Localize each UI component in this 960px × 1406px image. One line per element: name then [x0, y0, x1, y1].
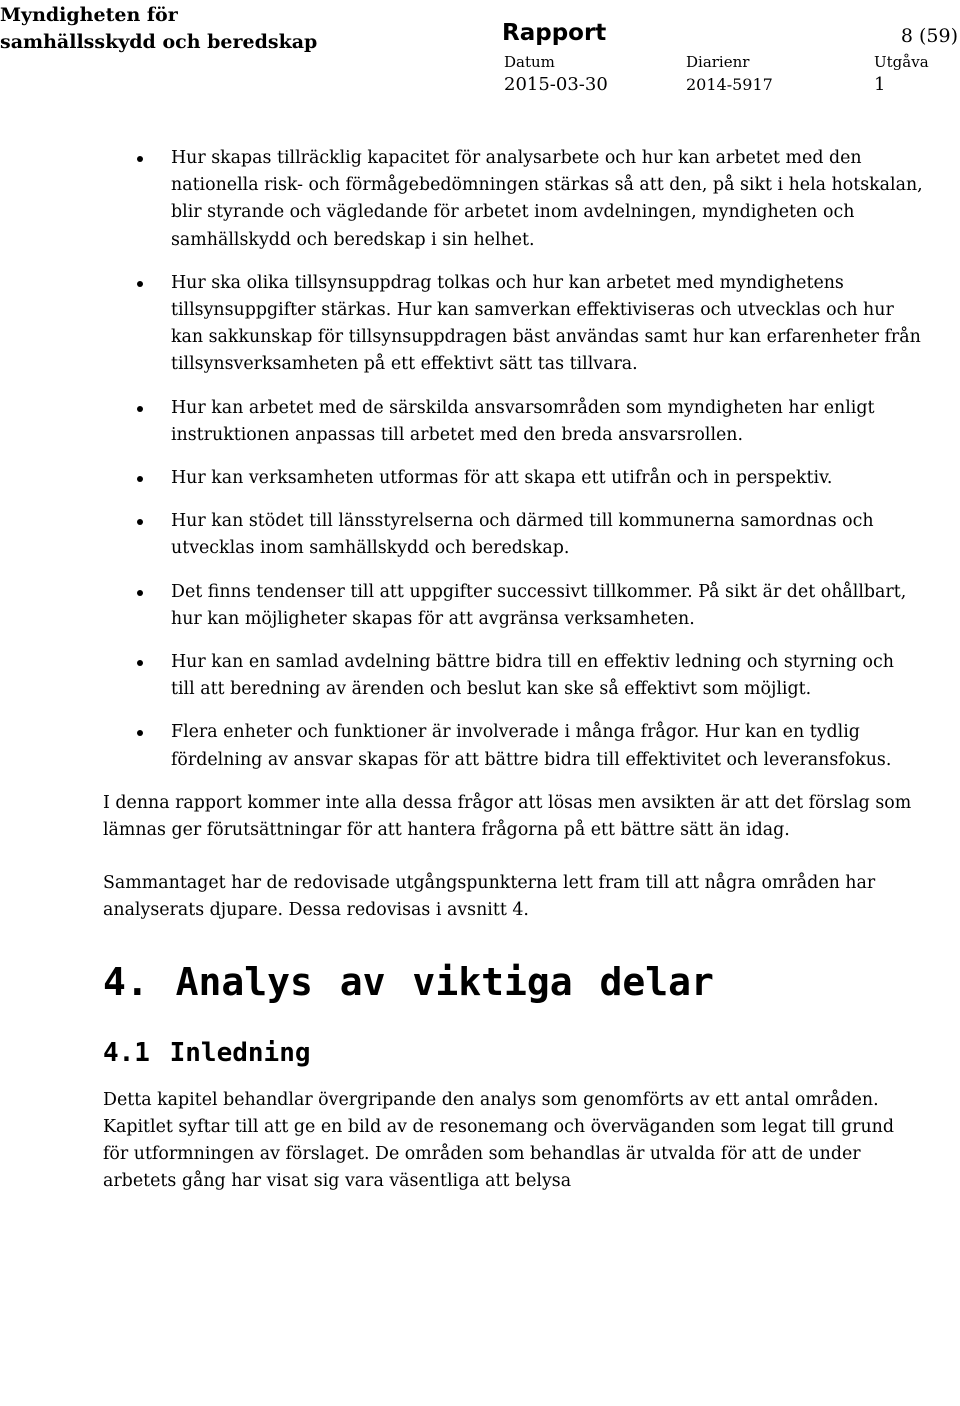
list-item-text: Flera enheter och funktioner är involverade i många frågor. Hur kan en tydlig fördelning av ansvar skapas för att bättre bidra till effektivitet och leveransfokus. [171, 722, 892, 770]
utgava-value: 1 [874, 74, 886, 95]
list-item [103, 579, 923, 633]
diarienr-value: 2014-5917 [686, 75, 773, 94]
bullet-icon [137, 519, 143, 525]
utgava-label: Utgåva [874, 53, 929, 71]
organization-line-1: Myndigheten för [0, 4, 178, 26]
list-item-text: Hur skapas tillräcklig kapacitet för analysarbete och hur kan arbetet med den nationella risk- och förmågebedömningen stärkas så att den, på sikt i hela hotskalan, blir styrande och vägledande för arbetet inom avdelningen, myndigheten och samhällskydd och beredskap i sin helhet. [171, 148, 923, 250]
subsection-title: Inledning [169, 1037, 311, 1068]
organization-line-2: samhällsskydd och beredskap [0, 31, 318, 53]
document-body [103, 145, 923, 1221]
list-item [103, 508, 923, 562]
bullet-icon [137, 406, 143, 412]
bullet-icon [137, 660, 143, 666]
bullet-icon [137, 281, 143, 287]
section-heading [103, 959, 923, 1005]
list-item [103, 649, 923, 703]
subsection-number: 4.1 [103, 1037, 150, 1068]
subsection-heading [103, 1037, 923, 1069]
list-item-text: Det finns tendenser till att uppgifter successivt tillkommer. På sikt är det ohållbart, hur kan möjligheter skapas för att avgränsa verksamheten. [171, 581, 907, 629]
list-item-text: Hur kan arbetet med de särskilda ansvarsområden som myndigheten har enligt instruktionen anpassas till arbetet med den breda ansvarsrollen. [171, 397, 875, 445]
bullet-icon [137, 156, 143, 162]
list-item-text: Hur kan stödet till länsstyrelserna och därmed till kommunerna samordnas och utvecklas inom samhällskydd och beredskap. [171, 511, 874, 559]
intro-paragraph: Detta kapitel behandlar övergripande den analys som genomförts av ett antal områden. Kapitlet syftar till att ge en bild av de resonemang och överväganden som legat till grund för utformningen av förslaget. De områden som behandlas är utvalda för att de under arbetets gång har visat sig vara väsentliga att belysa [103, 1089, 894, 1192]
question-list [103, 145, 923, 774]
list-item-text: Hur kan en samlad avdelning bättre bidra till en effektiv ledning och styrning och till att beredning av ärenden och beslut kan ske så effektivt som möjligt. [171, 652, 894, 700]
list-item [103, 145, 923, 254]
bullet-icon [137, 730, 143, 736]
datum-value: 2015-03-30 [504, 74, 608, 95]
list-item-text: Hur ska olika tillsynsuppdrag tolkas och hur kan arbetet med myndighetens tillsynsuppgifter stärkas. Hur kan samverkan effektiviseras och utvecklas och hur kan sakkunskap för tillsynsuppdragen bäst användas samt hur kan erfarenheter från tillsynsverksamheten på ett effektivt sätt tas tillvara. [171, 272, 921, 375]
body-paragraph: Sammantaget har de redovisade utgångspunkterna lett fram till att några områden har analyserats djupare. Dessa redovisas i avsnitt 4. [103, 873, 876, 921]
organization-name [0, 2, 317, 56]
section-number: 4. [103, 959, 149, 1004]
datum-label: Datum [504, 53, 555, 71]
bullet-icon [137, 476, 143, 482]
list-item [103, 395, 923, 449]
list-item-text: Hur kan verksamheten utformas för att skapa ett utifrån och in perspektiv. [171, 468, 833, 489]
list-item [103, 465, 923, 492]
document-type: Rapport [502, 20, 607, 46]
page-number: 8 (59) [900, 25, 958, 47]
section-title: Analys av viktiga delar [175, 959, 714, 1004]
list-item [103, 270, 923, 379]
bullet-icon [137, 590, 143, 596]
body-paragraph: I denna rapport kommer inte alla dessa frågor att lösas men avsikten är att det förslag som lämnas ger förutsättningar för att hantera frågorna på ett bättre sätt än idag. [103, 792, 912, 841]
list-item [103, 719, 923, 773]
diarienr-label: Diarienr [686, 53, 750, 71]
page-header [0, 0, 960, 110]
